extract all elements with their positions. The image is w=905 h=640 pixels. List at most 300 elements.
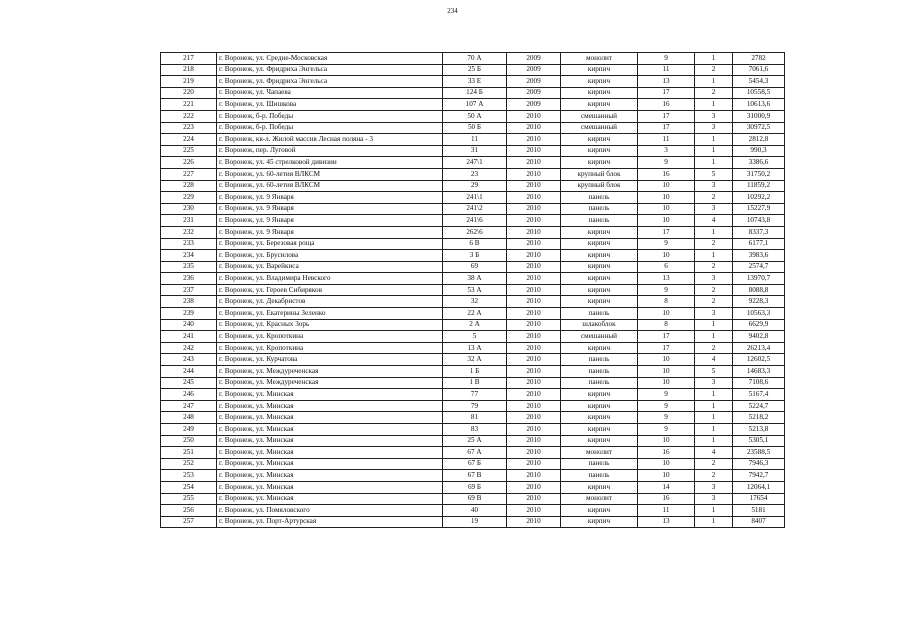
wall-material-cell: панель: [561, 458, 638, 470]
area-cell: 10563,3: [733, 308, 785, 320]
row-number-cell: 217: [161, 53, 217, 65]
floors-cell: 3: [638, 145, 695, 157]
entrances-cell: 1: [695, 53, 733, 65]
entrances-cell: 1: [695, 412, 733, 424]
entrances-cell: 2: [695, 192, 733, 204]
floors-cell: 8: [638, 296, 695, 308]
wall-material-cell: кирпич: [561, 296, 638, 308]
row-number-cell: 255: [161, 493, 217, 505]
row-number-cell: 243: [161, 354, 217, 366]
entrances-cell: 2: [695, 458, 733, 470]
entrances-cell: 4: [695, 447, 733, 459]
year-cell: 2010: [507, 493, 561, 505]
floors-cell: 9: [638, 400, 695, 412]
year-cell: 2010: [507, 447, 561, 459]
area-cell: 2782: [733, 53, 785, 65]
floors-cell: 11: [638, 64, 695, 76]
wall-material-cell: смешанный: [561, 122, 638, 134]
row-number-cell: 222: [161, 110, 217, 122]
row-number-cell: 246: [161, 389, 217, 401]
house-number-cell: 40: [443, 505, 507, 517]
floors-cell: 16: [638, 493, 695, 505]
year-cell: 2010: [507, 261, 561, 273]
row-number-cell: 237: [161, 284, 217, 296]
address-cell: г. Воронеж, ул. 45 стрелковой дивизии: [217, 157, 443, 169]
wall-material-cell: кирпич: [561, 400, 638, 412]
register-body: [161, 53, 785, 528]
wall-material-cell: кирпич: [561, 145, 638, 157]
entrances-cell: 2: [695, 64, 733, 76]
house-number-cell: 32 А: [443, 354, 507, 366]
floors-cell: 10: [638, 192, 695, 204]
floors-cell: 11: [638, 505, 695, 517]
wall-material-cell: монолит: [561, 493, 638, 505]
row-number-cell: 253: [161, 470, 217, 482]
table-row: [161, 389, 785, 401]
entrances-cell: 3: [695, 493, 733, 505]
area-cell: 31000,9: [733, 110, 785, 122]
table-row: [161, 366, 785, 378]
floors-cell: 9: [638, 412, 695, 424]
area-cell: 5218,2: [733, 412, 785, 424]
area-cell: 13970,7: [733, 273, 785, 285]
address-cell: г. Воронеж, ул. Минская: [217, 493, 443, 505]
year-cell: 2010: [507, 250, 561, 262]
entrances-cell: 1: [695, 250, 733, 262]
floors-cell: 9: [638, 53, 695, 65]
house-number-cell: 29: [443, 180, 507, 192]
area-cell: 10292,2: [733, 192, 785, 204]
entrances-cell: 3: [695, 110, 733, 122]
area-cell: 7061,6: [733, 64, 785, 76]
wall-material-cell: кирпич: [561, 481, 638, 493]
entrances-cell: 2: [695, 296, 733, 308]
wall-material-cell: кирпич: [561, 238, 638, 250]
year-cell: 2010: [507, 180, 561, 192]
house-number-cell: 69 Б: [443, 481, 507, 493]
table-row: [161, 435, 785, 447]
table-row: [161, 424, 785, 436]
house-number-cell: 262\6: [443, 226, 507, 238]
address-cell: г. Воронеж, ул. Минская: [217, 412, 443, 424]
year-cell: 2010: [507, 412, 561, 424]
address-cell: г. Воронеж, ул. Фридриха Энгельса: [217, 64, 443, 76]
area-cell: 3386,6: [733, 157, 785, 169]
floors-cell: 10: [638, 366, 695, 378]
year-cell: 2010: [507, 400, 561, 412]
address-cell: г. Воронеж, ул. Помяловского: [217, 505, 443, 517]
entrances-cell: 1: [695, 76, 733, 88]
table-row: [161, 122, 785, 134]
row-number-cell: 244: [161, 366, 217, 378]
housing-register-table: [160, 52, 785, 528]
wall-material-cell: монолит: [561, 447, 638, 459]
house-number-cell: 67 Б: [443, 458, 507, 470]
address-cell: г. Воронеж, ул. 9 Января: [217, 226, 443, 238]
year-cell: 2010: [507, 122, 561, 134]
row-number-cell: 256: [161, 505, 217, 517]
entrances-cell: 3: [695, 122, 733, 134]
area-cell: 8337,3: [733, 226, 785, 238]
table-row: [161, 400, 785, 412]
floors-cell: 10: [638, 250, 695, 262]
area-cell: 5454,3: [733, 76, 785, 88]
wall-material-cell: шлакоблок: [561, 319, 638, 331]
wall-material-cell: панель: [561, 354, 638, 366]
area-cell: 9228,3: [733, 296, 785, 308]
floors-cell: 10: [638, 470, 695, 482]
row-number-cell: 239: [161, 308, 217, 320]
area-cell: 31750,2: [733, 168, 785, 180]
table-row: [161, 354, 785, 366]
year-cell: 2010: [507, 458, 561, 470]
address-cell: г. Воронеж, ул. Шишкова: [217, 99, 443, 111]
house-number-cell: 6 В: [443, 238, 507, 250]
year-cell: 2010: [507, 168, 561, 180]
wall-material-cell: кирпич: [561, 261, 638, 273]
wall-material-cell: кирпич: [561, 64, 638, 76]
entrances-cell: 1: [695, 400, 733, 412]
address-cell: г. Воронеж, ул. 60-летия ВЛКСМ: [217, 180, 443, 192]
floors-cell: 9: [638, 157, 695, 169]
row-number-cell: 231: [161, 215, 217, 227]
entrances-cell: 4: [695, 354, 733, 366]
year-cell: 2010: [507, 342, 561, 354]
address-cell: г. Воронеж, ул. Кропоткина: [217, 331, 443, 343]
house-number-cell: 67 А: [443, 447, 507, 459]
address-cell: г. Воронеж, ул. Минская: [217, 424, 443, 436]
house-number-cell: 241\6: [443, 215, 507, 227]
house-number-cell: 23: [443, 168, 507, 180]
table-row: [161, 53, 785, 65]
row-number-cell: 234: [161, 250, 217, 262]
wall-material-cell: кирпич: [561, 424, 638, 436]
row-number-cell: 226: [161, 157, 217, 169]
table-row: [161, 342, 785, 354]
row-number-cell: 252: [161, 458, 217, 470]
floors-cell: 9: [638, 424, 695, 436]
row-number-cell: 224: [161, 134, 217, 146]
house-number-cell: 2 А: [443, 319, 507, 331]
row-number-cell: 218: [161, 64, 217, 76]
wall-material-cell: кирпич: [561, 273, 638, 285]
area-cell: 9402,8: [733, 331, 785, 343]
area-cell: 7108,6: [733, 377, 785, 389]
wall-material-cell: кирпич: [561, 389, 638, 401]
wall-material-cell: кирпич: [561, 342, 638, 354]
row-number-cell: 235: [161, 261, 217, 273]
house-number-cell: 83: [443, 424, 507, 436]
entrances-cell: 5: [695, 168, 733, 180]
wall-material-cell: панель: [561, 377, 638, 389]
wall-material-cell: кирпич: [561, 435, 638, 447]
house-number-cell: 3 Б: [443, 250, 507, 262]
year-cell: 2009: [507, 99, 561, 111]
entrances-cell: 3: [695, 203, 733, 215]
area-cell: 11859,2: [733, 180, 785, 192]
year-cell: 2010: [507, 157, 561, 169]
entrances-cell: 1: [695, 389, 733, 401]
table-row: [161, 99, 785, 111]
area-cell: 3983,6: [733, 250, 785, 262]
table-row: [161, 180, 785, 192]
entrances-cell: 1: [695, 145, 733, 157]
floors-cell: 17: [638, 226, 695, 238]
wall-material-cell: крупный блок: [561, 168, 638, 180]
address-cell: г. Воронеж, ул. Чапаева: [217, 87, 443, 99]
table-row: [161, 319, 785, 331]
year-cell: 2009: [507, 76, 561, 88]
address-cell: г. Воронеж, ул. 60-летия ВЛКСМ: [217, 168, 443, 180]
address-cell: г. Воронеж, ул. Декабристов: [217, 296, 443, 308]
address-cell: г. Воронеж, ул. Владимира Невского: [217, 273, 443, 285]
row-number-cell: 220: [161, 87, 217, 99]
wall-material-cell: кирпич: [561, 134, 638, 146]
table-row: [161, 447, 785, 459]
year-cell: 2010: [507, 481, 561, 493]
address-cell: г. Воронеж, ул. Средне-Московская: [217, 53, 443, 65]
wall-material-cell: кирпич: [561, 505, 638, 517]
address-cell: г. Воронеж, ул. Минская: [217, 458, 443, 470]
table-row: [161, 76, 785, 88]
address-cell: г. Воронеж, кв-л. Жилой массив Лесная поляна - 3: [217, 134, 443, 146]
wall-material-cell: панель: [561, 366, 638, 378]
wall-material-cell: панель: [561, 203, 638, 215]
address-cell: г. Воронеж, ул. Екатерины Зеленко: [217, 308, 443, 320]
house-number-cell: 22 А: [443, 308, 507, 320]
year-cell: 2009: [507, 64, 561, 76]
year-cell: 2010: [507, 354, 561, 366]
year-cell: 2010: [507, 319, 561, 331]
house-number-cell: 241\2: [443, 203, 507, 215]
row-number-cell: 223: [161, 122, 217, 134]
house-number-cell: 107 А: [443, 99, 507, 111]
year-cell: 2010: [507, 424, 561, 436]
entrances-cell: 1: [695, 505, 733, 517]
house-number-cell: 31: [443, 145, 507, 157]
house-number-cell: 81: [443, 412, 507, 424]
entrances-cell: 1: [695, 99, 733, 111]
floors-cell: 10: [638, 180, 695, 192]
row-number-cell: 257: [161, 516, 217, 528]
area-cell: 2574,7: [733, 261, 785, 273]
address-cell: г. Воронеж, б-р. Победы: [217, 110, 443, 122]
entrances-cell: 4: [695, 215, 733, 227]
wall-material-cell: кирпич: [561, 250, 638, 262]
floors-cell: 17: [638, 342, 695, 354]
wall-material-cell: панель: [561, 308, 638, 320]
wall-material-cell: смешанный: [561, 110, 638, 122]
house-number-cell: 69 В: [443, 493, 507, 505]
address-cell: г. Воронеж, ул. Междуреченская: [217, 366, 443, 378]
floors-cell: 17: [638, 122, 695, 134]
house-number-cell: 33 Е: [443, 76, 507, 88]
address-cell: г. Воронеж, ул. Междуреченская: [217, 377, 443, 389]
floors-cell: 13: [638, 273, 695, 285]
wall-material-cell: крупный блок: [561, 180, 638, 192]
address-cell: г. Воронеж, ул. Курчатова: [217, 354, 443, 366]
table-row: [161, 273, 785, 285]
entrances-cell: 1: [695, 516, 733, 528]
area-cell: 26213,4: [733, 342, 785, 354]
address-cell: г. Воронеж, ул. Красных Зорь: [217, 319, 443, 331]
address-cell: г. Воронеж, ул. Варейкиса: [217, 261, 443, 273]
year-cell: 2010: [507, 516, 561, 528]
entrances-cell: 2: [695, 87, 733, 99]
house-number-cell: 11: [443, 134, 507, 146]
entrances-cell: 3: [695, 180, 733, 192]
address-cell: г. Воронеж, ул. Брусилова: [217, 250, 443, 262]
year-cell: 2010: [507, 505, 561, 517]
area-cell: 5305,1: [733, 435, 785, 447]
row-number-cell: 250: [161, 435, 217, 447]
house-number-cell: 13 А: [443, 342, 507, 354]
row-number-cell: 232: [161, 226, 217, 238]
entrances-cell: 2: [695, 470, 733, 482]
entrances-cell: 3: [695, 377, 733, 389]
table-row: [161, 493, 785, 505]
area-cell: 5181: [733, 505, 785, 517]
entrances-cell: 2: [695, 238, 733, 250]
row-number-cell: 229: [161, 192, 217, 204]
floors-cell: 11: [638, 134, 695, 146]
year-cell: 2010: [507, 192, 561, 204]
area-cell: 12064,1: [733, 481, 785, 493]
entrances-cell: 2: [695, 342, 733, 354]
table-row: [161, 238, 785, 250]
house-number-cell: 19: [443, 516, 507, 528]
year-cell: 2010: [507, 215, 561, 227]
floors-cell: 14: [638, 481, 695, 493]
floors-cell: 9: [638, 389, 695, 401]
table-row: [161, 308, 785, 320]
wall-material-cell: кирпич: [561, 516, 638, 528]
floors-cell: 10: [638, 215, 695, 227]
address-cell: г. Воронеж, ул. Минская: [217, 435, 443, 447]
year-cell: 2010: [507, 273, 561, 285]
floors-cell: 9: [638, 238, 695, 250]
house-number-cell: 50 Б: [443, 122, 507, 134]
floors-cell: 13: [638, 516, 695, 528]
table-row: [161, 458, 785, 470]
entrances-cell: 1: [695, 157, 733, 169]
table-row: [161, 481, 785, 493]
row-number-cell: 230: [161, 203, 217, 215]
address-cell: г. Воронеж, ул. Минская: [217, 389, 443, 401]
area-cell: 5167,4: [733, 389, 785, 401]
table-row: [161, 284, 785, 296]
house-number-cell: 241\1: [443, 192, 507, 204]
address-cell: г. Воронеж, б-р. Победы: [217, 122, 443, 134]
floors-cell: 16: [638, 447, 695, 459]
wall-material-cell: кирпич: [561, 284, 638, 296]
floors-cell: 10: [638, 354, 695, 366]
year-cell: 2010: [507, 308, 561, 320]
year-cell: 2010: [507, 238, 561, 250]
row-number-cell: 249: [161, 424, 217, 436]
table-row: [161, 412, 785, 424]
page-number: 234: [447, 7, 458, 15]
row-number-cell: 241: [161, 331, 217, 343]
area-cell: 23588,5: [733, 447, 785, 459]
table-row: [161, 296, 785, 308]
house-number-cell: 38 А: [443, 273, 507, 285]
entrances-cell: 1: [695, 435, 733, 447]
address-cell: г. Воронеж, ул. Минская: [217, 400, 443, 412]
address-cell: г. Воронеж, ул. Кропоткина: [217, 342, 443, 354]
table-row: [161, 516, 785, 528]
wall-material-cell: кирпич: [561, 412, 638, 424]
wall-material-cell: панель: [561, 470, 638, 482]
table-row: [161, 64, 785, 76]
wall-material-cell: панель: [561, 192, 638, 204]
area-cell: 8407: [733, 516, 785, 528]
table-row: [161, 261, 785, 273]
wall-material-cell: панель: [561, 215, 638, 227]
floors-cell: 17: [638, 331, 695, 343]
year-cell: 2010: [507, 470, 561, 482]
row-number-cell: 227: [161, 168, 217, 180]
year-cell: 2010: [507, 331, 561, 343]
floors-cell: 17: [638, 110, 695, 122]
row-number-cell: 254: [161, 481, 217, 493]
address-cell: г. Воронеж, ул. 9 Января: [217, 215, 443, 227]
table-row: [161, 226, 785, 238]
address-cell: г. Воронеж, ул. Порт-Артурская: [217, 516, 443, 528]
floors-cell: 17: [638, 87, 695, 99]
wall-material-cell: смешанный: [561, 331, 638, 343]
year-cell: 2010: [507, 203, 561, 215]
year-cell: 2010: [507, 134, 561, 146]
area-cell: 14683,3: [733, 366, 785, 378]
wall-material-cell: кирпич: [561, 99, 638, 111]
entrances-cell: 2: [695, 284, 733, 296]
house-number-cell: 50 А: [443, 110, 507, 122]
wall-material-cell: кирпич: [561, 87, 638, 99]
table-row: [161, 470, 785, 482]
row-number-cell: 219: [161, 76, 217, 88]
area-cell: 10613,6: [733, 99, 785, 111]
house-number-cell: 25 А: [443, 435, 507, 447]
entrances-cell: 5: [695, 366, 733, 378]
wall-material-cell: кирпич: [561, 226, 638, 238]
table-row: [161, 110, 785, 122]
floors-cell: 10: [638, 435, 695, 447]
area-cell: 990,3: [733, 145, 785, 157]
year-cell: 2010: [507, 110, 561, 122]
year-cell: 2010: [507, 226, 561, 238]
table-row: [161, 505, 785, 517]
address-cell: г. Воронеж, ул. Минская: [217, 470, 443, 482]
table-row: [161, 145, 785, 157]
area-cell: 30972,5: [733, 122, 785, 134]
row-number-cell: 233: [161, 238, 217, 250]
year-cell: 2010: [507, 435, 561, 447]
house-number-cell: 69: [443, 261, 507, 273]
table-row: [161, 87, 785, 99]
entrances-cell: 1: [695, 331, 733, 343]
address-cell: г. Воронеж, ул. Фридриха Энгельса: [217, 76, 443, 88]
house-number-cell: 32: [443, 296, 507, 308]
year-cell: 2010: [507, 145, 561, 157]
wall-material-cell: кирпич: [561, 76, 638, 88]
floors-cell: 10: [638, 308, 695, 320]
row-number-cell: 225: [161, 145, 217, 157]
entrances-cell: 3: [695, 481, 733, 493]
floors-cell: 6: [638, 261, 695, 273]
year-cell: 2009: [507, 87, 561, 99]
address-cell: г. Воронеж, ул. 9 Января: [217, 203, 443, 215]
